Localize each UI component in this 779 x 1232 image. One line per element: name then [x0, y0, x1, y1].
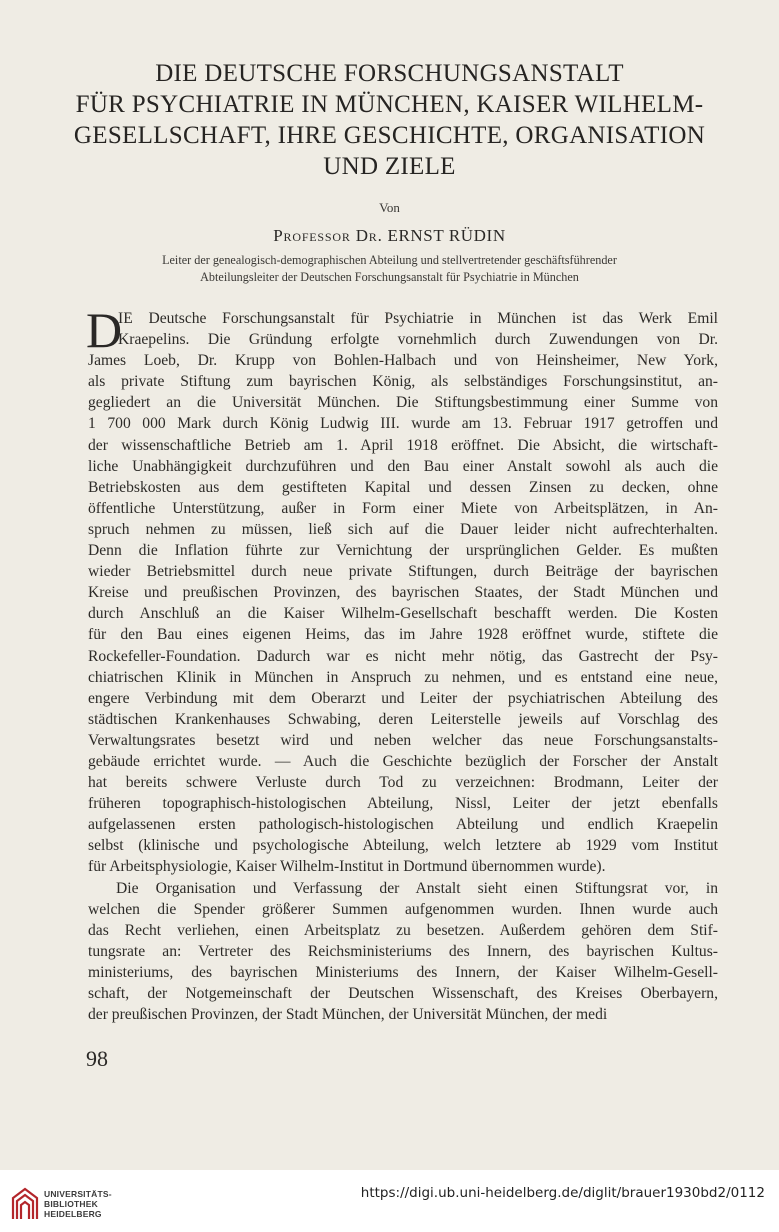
library-name-line: HEIDELBERG — [44, 1209, 102, 1219]
source-url-link[interactable]: https://digi.ub.uni-heidelberg.de/diglit/brauer1930bd2/0112 — [360, 1185, 765, 1201]
body-line: gebäude errichtet wurde. — Auch die Geschichte bezüglich der Forscher der Anstalt — [88, 752, 718, 770]
body-line: selbst (klinische und psychologische Abteilung, welch letztere ab 1929 vom Institut — [88, 837, 718, 855]
body-line: für Arbeitsphysiologie, Kaiser Wilhelm-Institut in Dortmund übernommen wurde). — [88, 858, 606, 876]
body-line: öffentliche Unterstützung, außer in Form einer Miete von Arbeitsplätzen, in An- — [88, 499, 718, 517]
affiliation-line: Leiter der genealogisch-demographischen Abteilung und stellvertretender geschäftsführender — [162, 253, 617, 267]
body-line: Verwaltungsrates besetzt wird und neben welcher das neue Forschungsanstalts- — [88, 731, 718, 749]
body-line: ministeriums, des bayrischen Ministeriums des Innern, der Kaiser Wilhelm-Gesell- — [88, 963, 718, 981]
footer-bar — [0, 1170, 779, 1232]
affiliation-line: Abteilungsleiter der Deutschen Forschungsanstalt für Psychiatrie in München — [200, 270, 579, 284]
body-line: städtischen Krankenhauses Schwabing, deren Leiterstelle jeweils auf Vorschlag des — [88, 710, 718, 728]
body-line: spruch nehmen zu müssen, ließ sich auf die Dauer leider nicht aufrechterhalten. — [88, 520, 718, 538]
body-line: Betriebskosten aus dem gestifteten Kapital und dessen Zinsen zu decken, ohne — [88, 478, 718, 496]
body-line: durch Anschluß an die Kaiser Wilhelm-Gesellschaft beschafft werden. Die Kosten — [88, 605, 718, 623]
article-title — [60, 58, 719, 182]
author-name: ERNST RÜDIN — [387, 226, 506, 245]
title-line: DIE DEUTSCHE FORSCHUNGSANSTALT — [155, 60, 624, 87]
title-line: FÜR PSYCHIATRIE IN MÜNCHEN, KAISER WILHELM- — [75, 91, 704, 118]
university-library-logo-icon — [10, 1186, 40, 1222]
by-label: Von — [379, 200, 400, 215]
author-affiliation — [60, 252, 719, 286]
body-line: IE Deutsche Forschungsanstalt für Psychiatrie in München ist das Werk Emil — [118, 310, 718, 327]
body-line: wieder Betriebsmittel durch neue private Stiftungen, durch Beiträge der bayrischen — [88, 563, 718, 581]
body-line: Kreise und preußischen Provinzen, des bayrischen Staates, der Stadt München und — [88, 584, 718, 602]
body-line: Denn die Inflation führte zur Vernichtung der ursprünglichen Gelder. Es mußten — [88, 542, 718, 560]
body-line: der wissenschaftliche Betrieb am 1. April 1918 eröffnet. Die Absicht, die wirtschaft- — [88, 436, 718, 454]
body-line: tungsrate an: Vertreter des Reichsministeriums des Innern, des bayrischen Kultus- — [88, 942, 718, 960]
body-line: der preußischen Provinzen, der Stadt München, der Universität München, der medi — [88, 1006, 608, 1024]
body-line: schaft, der Notgemeinschaft der Deutschen Wissenschaft, des Kreises Oberbayern, — [88, 985, 718, 1002]
author-title: Professor Dr. — [273, 226, 383, 245]
body-line: Die Organisation und Verfassung der Anstalt sieht einen Stiftungsrat vor, in — [116, 879, 718, 897]
body-line: Kraepelins. Die Gründung erfolgte vornehmlich durch Zuwendungen von Dr. — [118, 331, 718, 349]
page-number: 98 — [86, 1046, 108, 1071]
title-line: GESELLSCHAFT, IHRE GESCHICHTE, ORGANISATION — [73, 122, 706, 149]
author-line — [0, 226, 779, 246]
body-line: chiatrischen Klinik in München in Anspruch zu nehmen, und es entstand eine neue, — [88, 668, 718, 686]
body-line: 1 700 000 Mark durch König Ludwig III. wurde am 13. Februar 1917 getroffen und — [88, 415, 718, 433]
body-line: liche Unabhängigkeit durchzuführen und den Bau einer Anstalt sowohl als auch die — [88, 457, 718, 475]
body-line: Rockefeller-Foundation. Dadurch war es nicht mehr nötig, das Gastrecht der Psy- — [88, 647, 718, 665]
library-name-line: BIBLIOTHEK — [44, 1199, 98, 1209]
body-line: als private Stiftung zum bayrischen König, als selbständiges Forschungsinstitut, an- — [88, 373, 718, 391]
body-text — [86, 302, 718, 1025]
body-line: aufgelassenen ersten pathologisch-histologischen Abteilung und endlich Kraepelin — [88, 816, 718, 834]
body-line: engere Verbindung mit dem Oberarzt und Leiter der psychiatrischen Abteilung des — [88, 689, 718, 707]
body-line: das Recht verliehen, einen Arbeitsplatz zu besetzen. Außerdem gehören dem Stif- — [88, 921, 718, 939]
body-line: welchen die Spender größerer Summen aufgenommen wurden. Ihnen wurde auch — [88, 900, 718, 918]
library-name-line: UNIVERSITÄTS- — [44, 1189, 112, 1199]
body-line: gegliedert an die Universität München. Die Stiftungsbestimmung einer Summe von — [88, 394, 718, 412]
drop-cap: D — [86, 302, 123, 358]
body-line: James Loeb, Dr. Krupp von Bohlen-Halbach und von Heinsheimer, New York, — [88, 352, 718, 370]
library-name — [44, 1189, 112, 1219]
body-line: für den Bau eines eigenen Heims, das im Jahre 1928 eröffnet wurde, stiftete die — [88, 626, 718, 644]
body-line: hat bereits schwere Verluste durch Tod zu verzeichnen: Brodmann, Leiter der — [88, 774, 718, 792]
body-line: früheren topographisch-histologischen Abteilung, Nissl, Leiter der jetzt ebenfalls — [88, 795, 718, 813]
title-line: UND ZIELE — [323, 153, 456, 180]
